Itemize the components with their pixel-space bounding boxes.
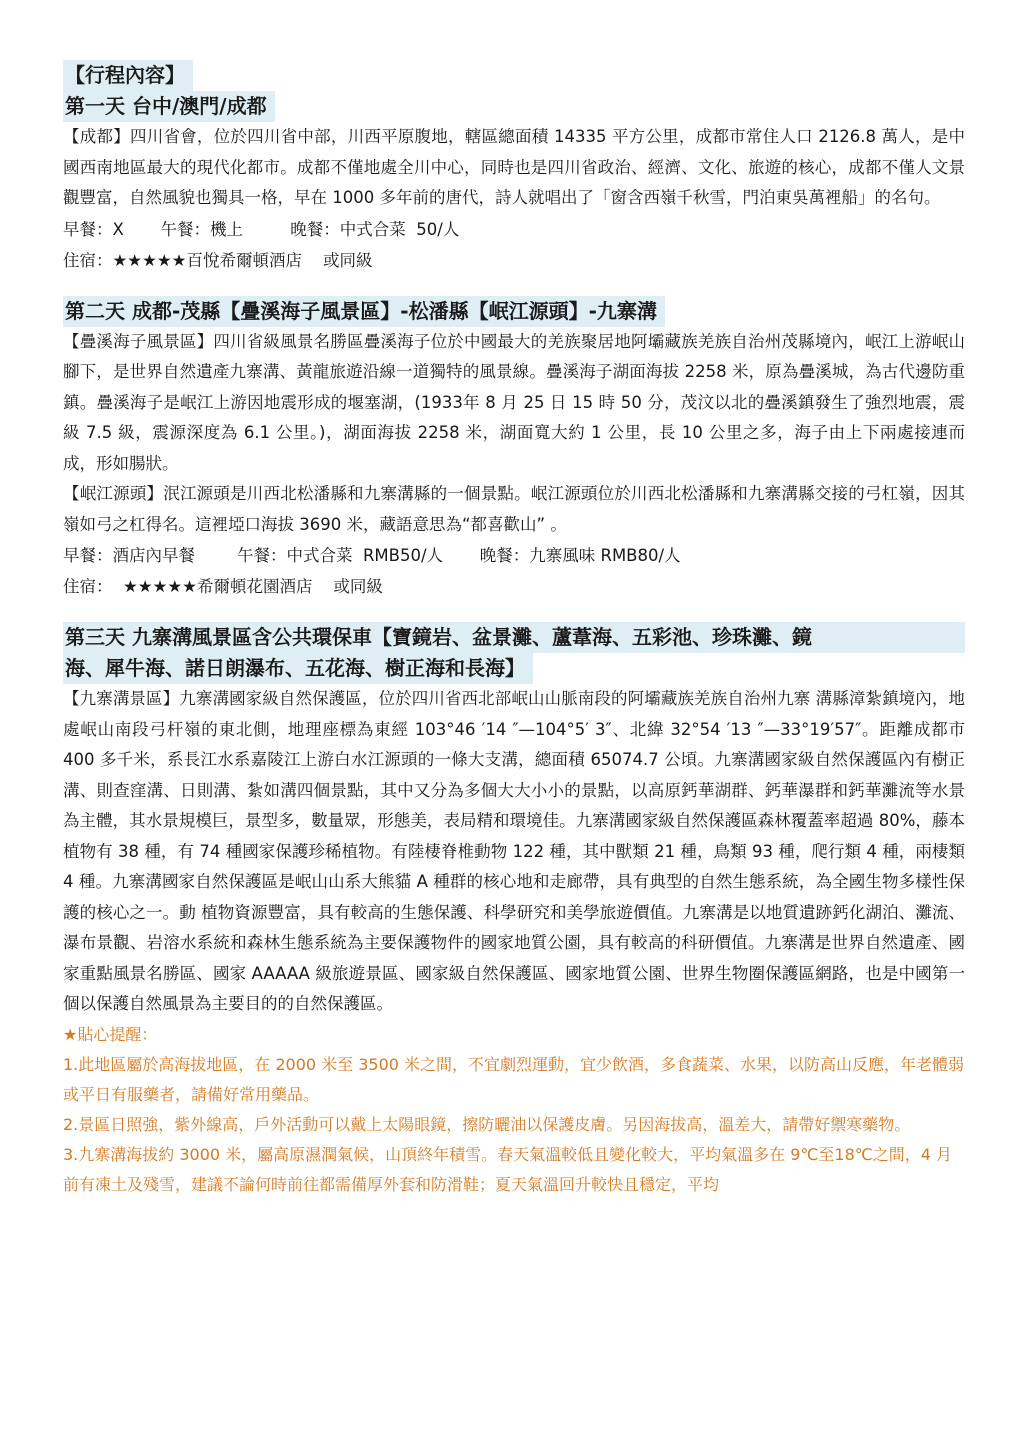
day3-section <box>63 622 965 1020</box>
day2-section <box>63 296 965 603</box>
section-title: 【行程內容】 <box>63 60 193 91</box>
day2-description-diexi: 【疊溪海子風景區】四川省級風景名勝區疊溪海子位於中國最大的羌族聚居地阿壩藏族羌族自治州茂縣境內，岷江上游岷山腳下，是世界自然遺產九寨溝、黃龍旅遊沿線一道獨特的風景線。疊溪海子湖面海拔 2258 米，原為疊溪城，為古代邊防重鎮。疊溪海子是岷江上游因地震形成的堰塞湖，(1933年 8 月 25 日 15 時 50 分，茂汶以北的疊溪鎮發生了強烈地震，震級 7.5 級，震源深度為 6.1 公里。)，湖面海拔 2258 米，湖面寬大約 1 公里，長 10 公里之多，海子由上下兩處接連而成，形如腸狀。 <box>63 331 965 473</box>
day3-title-line2: 海、犀牛海、諾日朗瀑布、五花海、樹正海和長海】 <box>63 653 533 684</box>
day1-meals: 早餐：X 午餐：機上 晚餐：中式合菜 50/人 <box>63 219 460 239</box>
day2-hotel: 住宿： ★★★★★希爾頓花園酒店 或同級 <box>63 577 383 596</box>
day1-hotel: 住宿：★★★★★百悅希爾頓酒店 或同級 <box>63 250 373 270</box>
itinerary-content <box>63 60 965 1200</box>
tips-section <box>63 1020 965 1200</box>
day1-description: 【成都】四川省會，位於四川省中部，川西平原腹地，轄區總面積 14335 平方公里，成都市常住人口 2126.8 萬人，是中國西南地區最大的現代化都市。成都不僅地處全川中心，同時也是四川省政治、經濟、文化、旅遊的核心，成都不僅人文景觀豐富，自然風貌也獨具一格，早在 1000 多年前的唐代，詩人就唱出了「窗含西嶺千秋雪，門泊東吳萬裡船」的名句。 <box>63 127 965 207</box>
day2-description-minjiang: 【岷江源頭】泯江源頭是川西北松潘縣和九寨溝縣的一個景點。岷江源頭位於川西北松潘縣和九寨溝縣交接的弓杠嶺，因其嶺如弓之杠得名。這裡埡口海拔 3690 米，藏語意思為“都喜歡山” 。 <box>63 484 965 534</box>
day3-description: 【九寨溝景區】九寨溝國家級自然保護區，位於四川省西北部岷山山脈南段的阿壩藏族羌族自治州九寨 溝縣漳紮鎮境內，地處岷山南段弓杆嶺的東北側，地理座標為東經 103°46 ′14 ″—104°5′ 3″、北緯 32°54 ′13 ″—33°19′57″。距離成都市 400 多千米，系長江水系嘉陵江上游白水江源頭的一條大支溝，總面積 65074.7 公頃。九寨溝國家級自然保護區內有樹正溝、則查窪溝、日則溝、紮如溝四個景點，其中又分為多個大大小小的景點，以高原鈣華湖群、鈣華瀑群和鈣華灘流等水景為主體，其水景規模巨，景型多，數量眾，形態美，表局精和環境佳。九寨溝國家級自然保護區森林覆蓋率超過 80%，藤本植物有 38 種，有 74 種國家保護珍稀植物。有陸棲脊椎動物 122 種，其中獸類 21 種，鳥類 93 種，爬行類 4 種，兩棲類 4 種。九寨溝國家自然保護區是岷山山系大熊貓 A 種群的核心地和走廊帶，具有典型的自然生態系統，為全國生物多樣性保護的核心之一。動 植物資源豐富，具有較高的生態保護、科學研究和美學旅遊價值。九寨溝是以地質遺跡鈣化湖泊、灘流、瀑布景觀、岩溶水系統和森林生態系統為主要保護物件的國家地質公園，具有較高的科研價值。九寨溝是世界自然遺產、國家重點風景名勝區、國家 AAAAA 級旅遊景區、國家級自然保護區、國家地質公園、世界生物圈保護區網路，也是中國第一個以保護自然風景為主要目的的自然保護區。 <box>63 689 965 1013</box>
day2-meals: 早餐：酒店內早餐 午餐：中式合菜 RMB50/人 晚餐：九寨風味 RMB80/人 <box>63 546 681 565</box>
tips-heading: ★貼心提醒： <box>63 1024 158 1044</box>
tip-item-3: 3.九寨溝海拔約 3000 米，屬高原濕潤氣候，山頂終年積雪。春天氣溫較低且變化較大，平均氣溫多在 9℃至18℃之間，4 月前有凍土及殘雪，建議不論何時前往都需備厚外套和防滑鞋；夏天氣溫回升較快且穩定，平均 <box>63 1144 952 1194</box>
tip-item-1: 1.此地區屬於高海拔地區，在 2000 米至 3500 米之間，不宜劇烈運動，宜少飲酒，多食蔬菜、水果，以防高山反應，年老體弱或平日有服藥者，請備好常用藥品。 <box>63 1054 965 1104</box>
day1-title: 第一天 台中/澳門/成都 <box>63 91 275 122</box>
day1-section <box>63 91 965 276</box>
day2-title: 第二天 成都-茂縣【疊溪海子風景區】-松潘縣【岷江源頭】-九寨溝 <box>63 296 665 327</box>
tip-item-2: 2.景區日照強，紫外線高，戶外活動可以戴上太陽眼鏡，擦防曬油以保護皮膚。另因海拔高，溫差大，請帶好禦寒藥物。 <box>63 1114 911 1134</box>
day3-title-line1: 第三天 九寨溝風景區含公共環保車【寶鏡岩、盆景灘、蘆葦海、五彩池、珍珠灘、鏡 <box>63 622 965 653</box>
